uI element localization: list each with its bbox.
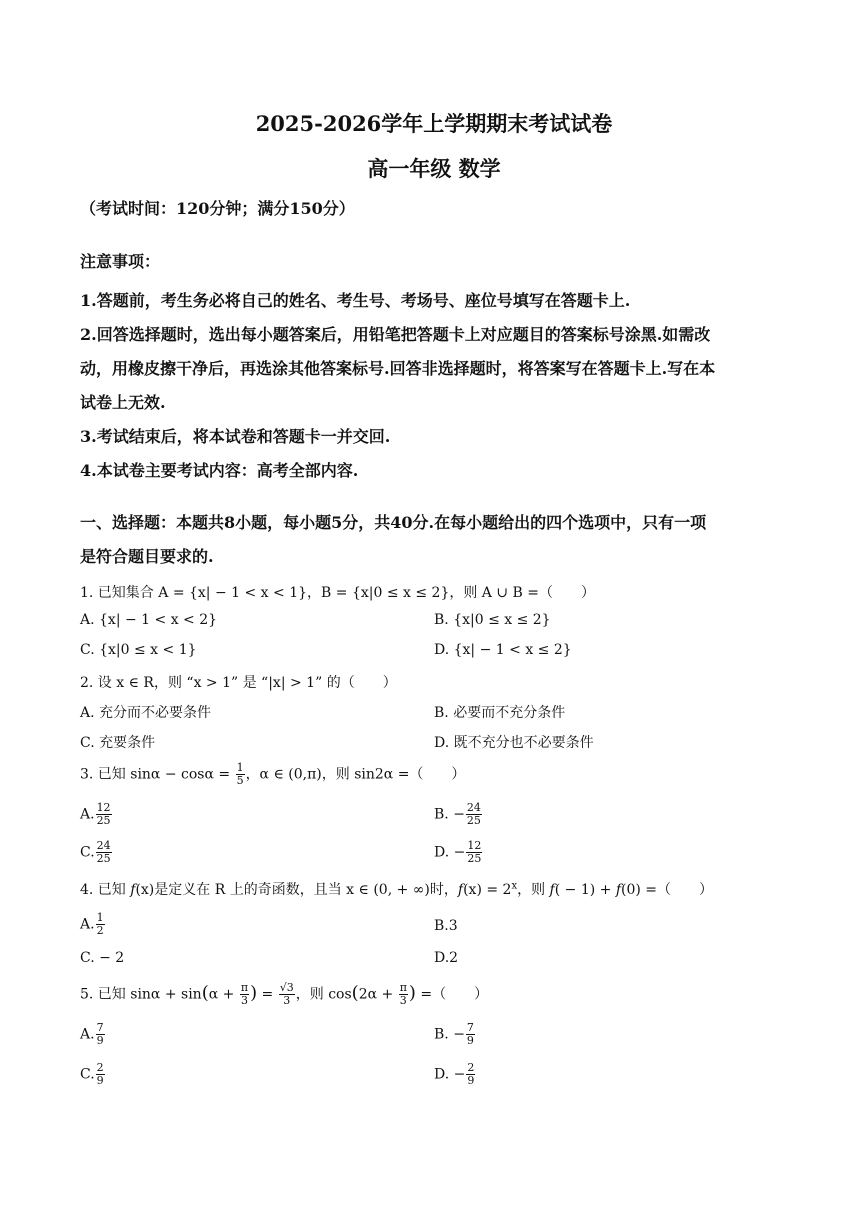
option-fraction [466, 1062, 475, 1087]
question-1-option-a: A. {x| − 1 < x < 2} [80, 612, 218, 628]
question-1-option-c: C. {x|0 ≤ x < 1} [80, 642, 197, 658]
question-3-stem [80, 762, 465, 787]
fraction-numerator: 2 [467, 1061, 475, 1074]
exam-subtitle: 高一年级 数学 [367, 156, 501, 181]
question-5-option-c [80, 1062, 106, 1087]
note-item-4: 4.本试卷主要考试内容：高考全部内容. [80, 461, 359, 480]
option-fraction [466, 802, 482, 827]
option-fraction [96, 840, 112, 865]
fraction-numerator: 24 [96, 839, 111, 852]
stem-text: ( − 1) + [554, 882, 616, 898]
fraction-denominator: 25 [96, 852, 111, 865]
stem-text: = [257, 986, 278, 1003]
option-label: A. [80, 806, 95, 823]
question-1-stem: 1. 已知集合 A = {x| − 1 < x < 1}，B = {x|0 ≤ x ≤ 2}，则 A ∪ B =（ ） [80, 585, 596, 601]
question-2-option-d: D. 既不充分也不必要条件 [434, 735, 594, 751]
question-5-option-d [434, 1062, 476, 1087]
question-2-option-a: A. 充分而不必要条件 [80, 705, 212, 721]
question-4-option-c: C. − 2 [80, 950, 125, 966]
question-2-option-c: C. 充要条件 [80, 735, 156, 751]
fraction-numerator: 1 [236, 761, 244, 774]
note-item-1: 1.答题前，考生务必将自己的姓名、考生号、考场号、座位号填写在答题卡上. [80, 291, 631, 310]
fraction-numerator: π [240, 981, 249, 994]
question-1-option-b: B. {x|0 ≤ x ≤ 2} [434, 612, 551, 628]
left-paren: ( [351, 982, 359, 1004]
function-symbol: f [549, 882, 555, 898]
option-fraction [96, 912, 105, 937]
question-2-option-b: B. 必要而不充分条件 [434, 705, 566, 721]
question-4-option-d: D.2 [434, 950, 459, 966]
pi-fraction [240, 982, 249, 1007]
question-5-stem [80, 982, 488, 1007]
question-3-option-b [434, 802, 483, 827]
fraction-denominator: 25 [466, 814, 481, 827]
stem-text: ，则 cos [295, 986, 352, 1003]
fraction-denominator: 5 [236, 774, 244, 787]
option-label: D. − [434, 844, 466, 861]
fraction-numerator: 7 [96, 1021, 104, 1034]
question-3-option-d [434, 840, 483, 865]
option-label: B. − [434, 1026, 465, 1043]
fraction-numerator: 7 [466, 1021, 474, 1034]
stem-text: (x) = 2 [463, 882, 512, 898]
option-fraction [96, 1022, 105, 1047]
question-3-option-a [80, 802, 113, 827]
option-label: D. − [434, 1066, 466, 1083]
pi-fraction [399, 982, 408, 1007]
fraction-denominator: 3 [240, 994, 248, 1007]
function-symbol: f [615, 882, 622, 898]
question-3-option-c [80, 840, 113, 865]
fraction-denominator: 2 [96, 924, 104, 937]
fraction-denominator: 3 [283, 994, 291, 1007]
option-label: A. [80, 916, 95, 933]
option-fraction [466, 1022, 475, 1047]
question-1-option-d: D. {x| − 1 < x ≤ 2} [434, 642, 572, 658]
stem-text: α + [208, 986, 239, 1003]
stem-text: =（ ） [415, 986, 489, 1003]
note-item-2-line-2: 动，用橡皮擦干净后，再选涂其他答案标号.回答非选择题时，将答案写在答题卡上.写在本 [80, 359, 716, 378]
fraction-denominator: 25 [467, 852, 482, 865]
stem-text: 2α + [358, 986, 398, 1003]
fraction-denominator: 3 [399, 994, 407, 1007]
option-fraction [96, 802, 112, 827]
section-1-line-1: 一、选择题：本题共8小题，每小题5分，共40分.在每小题给出的四个选项中，只有一项 [80, 513, 707, 532]
stem-text: 5. 已知 sinα + sin [80, 986, 202, 1003]
fraction-numerator: 12 [467, 839, 482, 852]
section-1-line-2: 是符合题目要求的. [80, 547, 214, 566]
question-3-stem-post: ，α ∈ (0,π)，则 sin2α =（ ） [245, 766, 466, 783]
question-4-option-a [80, 912, 106, 937]
option-label: C. [80, 1066, 95, 1083]
question-2-stem: 2. 设 x ∈ R，则 “x > 1” 是 “|x| > 1” 的（ ） [80, 675, 397, 691]
question-5-option-a [80, 1022, 106, 1047]
question-4-stem [80, 879, 713, 899]
exam-info: （考试时间：120分钟；满分150分） [80, 199, 355, 218]
right-paren: ) [250, 982, 258, 1004]
function-symbol: f [457, 882, 464, 898]
option-label: C. [80, 844, 95, 861]
note-item-3: 3.考试结束后，将本试卷和答题卡一并交回. [80, 427, 391, 446]
exponent: x [511, 880, 518, 892]
option-label: A. [80, 1026, 95, 1043]
left-paren: ( [201, 982, 209, 1004]
fraction-numerator: 1 [96, 911, 104, 924]
fraction-denominator: 9 [466, 1034, 474, 1047]
option-fraction [466, 840, 482, 865]
note-item-2-line-3: 试卷上无效. [80, 393, 166, 412]
right-paren: ) [408, 982, 416, 1004]
function-symbol: f [130, 882, 136, 898]
question-5-option-b [434, 1022, 476, 1047]
stem-text: 4. 已知 [80, 882, 131, 898]
fraction-numerator: π [399, 981, 407, 994]
fraction-numerator: 2 [96, 1061, 104, 1074]
fraction-denominator: 9 [467, 1074, 475, 1087]
fraction-numerator: 12 [96, 801, 111, 814]
notes-heading: 注意事项： [80, 252, 161, 271]
option-label: B. − [434, 806, 465, 823]
question-4-option-b: B.3 [434, 918, 458, 934]
fraction-denominator: 9 [96, 1034, 104, 1047]
exam-title: 2025-2026学年上学期期末考试试卷 [255, 111, 613, 136]
stem-text: (0) =（ ） [621, 882, 714, 898]
question-3-fraction [236, 762, 245, 787]
note-item-2-line-1: 2.回答选择题时，选出每小题答案后，用铅笔把答题卡上对应题目的答案标号涂黑.如需改 [80, 325, 711, 344]
option-fraction [96, 1062, 105, 1087]
fraction-numerator: √3 [279, 981, 294, 994]
question-3-stem-pre: 3. 已知 sinα − cosα = [80, 766, 235, 783]
stem-text: (x)是定义在 R 上的奇函数，且当 x ∈ (0, + ∞)时， [135, 882, 458, 898]
fraction-denominator: 25 [96, 814, 111, 827]
fraction-denominator: 9 [96, 1074, 104, 1087]
rhs-fraction [279, 982, 295, 1007]
fraction-numerator: 24 [466, 801, 481, 814]
stem-text: ，则 [517, 882, 550, 898]
